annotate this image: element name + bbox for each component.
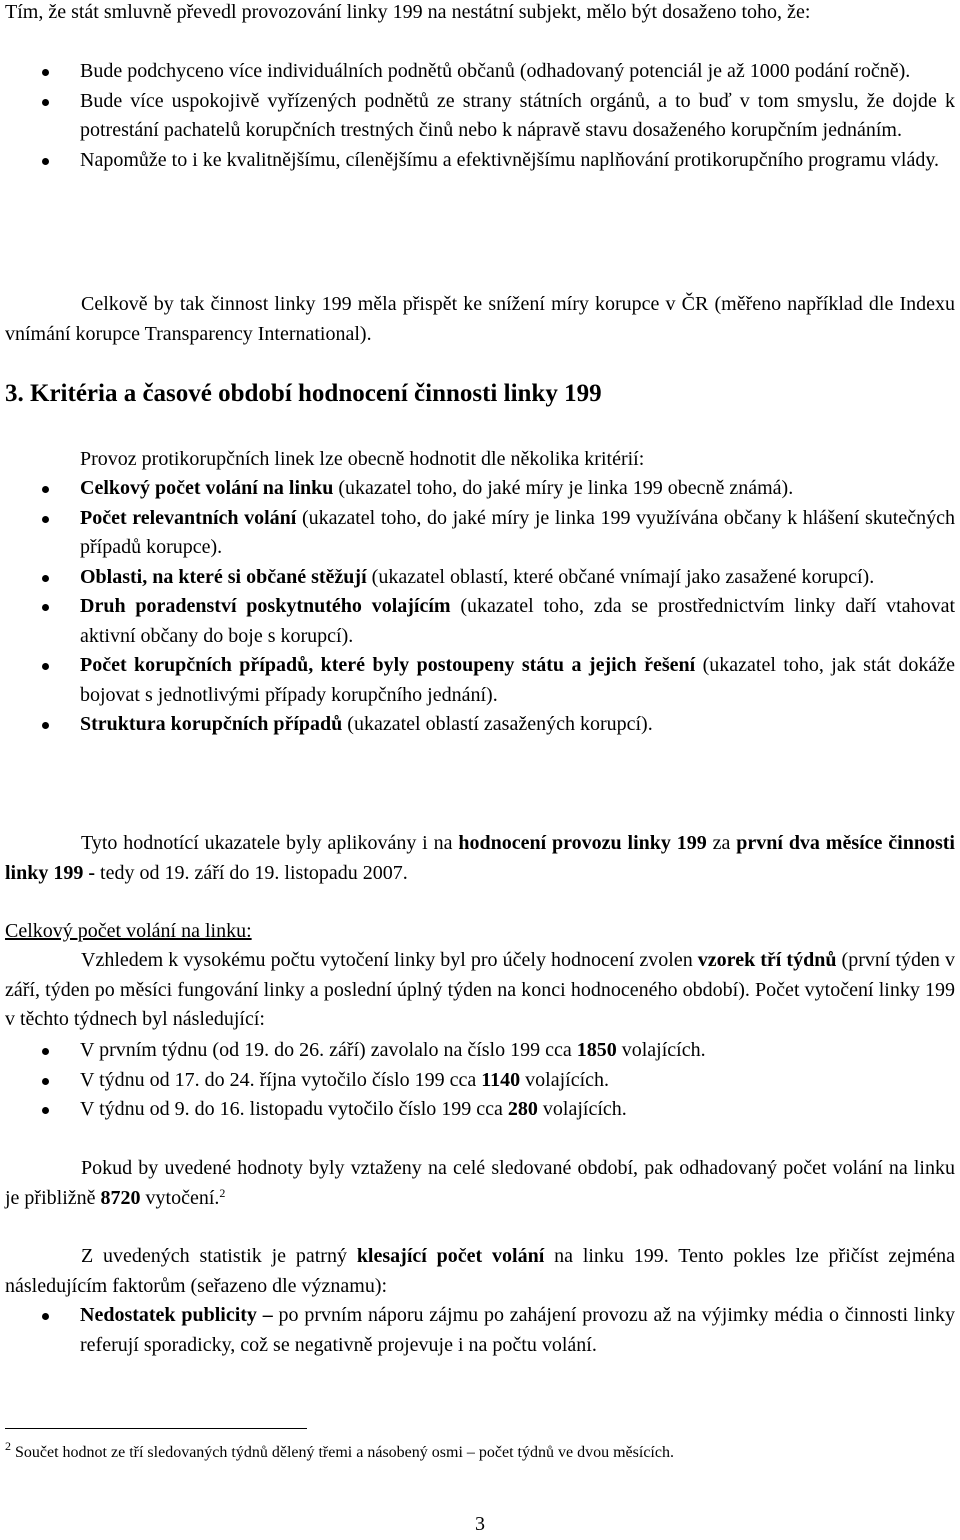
list-item xyxy=(5,1066,955,1096)
list-item: Napomůže to i ke kvalitnějšímu, cílenějšímu a efektivnějšímu naplňování protikorupčního programu vlády. xyxy=(5,146,955,176)
text-run: volajících. xyxy=(616,1039,706,1061)
list-item: Bude více uspokojivě vyřízených podnětů ze strany státních orgánů, a to buď v tom smyslu, že dojde k potrestání pachatelů korupčních trestných činů nebo k nápravě stavu dosaženého korupčním jednáním. xyxy=(5,87,955,146)
call-count: 280 xyxy=(507,1098,538,1120)
footnote-text: Součet hodnot ze tří sledovaných týdnů dělený třemi a násobený osmi – počet týdnů ve dvou měsících. xyxy=(15,1444,674,1461)
criterion-name: Počet korupčních případů, které byly postoupeny státu a jejich řešení xyxy=(80,654,696,676)
weeks-list xyxy=(5,1036,955,1125)
criterion-description: (ukazatel oblastí, které občané vnímají jako zasažené korupcí). xyxy=(366,565,875,588)
list-item xyxy=(5,1095,955,1125)
criterion-description: (ukazatel toho, do jaké míry je linka 199 obecně známá). xyxy=(333,477,794,499)
text-run: vytočení. xyxy=(140,1186,220,1209)
criterion-name: Struktura korupčních případů xyxy=(80,713,343,735)
text-run: (první týden v září, týden po měsíci fungování linky a poslední úplný týden na konci hodnoceného období). Počet vytočení linky 199 v těchto týdnech byl následující: xyxy=(5,949,956,1030)
list-item xyxy=(5,651,955,710)
total-estimate: 8720 xyxy=(100,1186,141,1209)
decline-list xyxy=(5,1301,955,1360)
text-run: Z uvedených statistik je patrný xyxy=(81,1245,357,1267)
calls-paragraph xyxy=(5,946,955,1035)
list-item xyxy=(5,592,955,651)
heading-text: Celkový počet volání na linku: xyxy=(5,920,252,942)
text-run: na linku 199. Tento pokles lze přičíst zejména následujícím faktorům (seřazeno dle významu): xyxy=(5,1245,956,1297)
criterion-name: Druh poradenství poskytnutého volajícím xyxy=(80,595,451,617)
list-item xyxy=(5,710,955,740)
text-run: Vzhledem k vysokému počtu vytočení linky byl pro účely hodnocení zvolen xyxy=(81,949,698,971)
factor-name: Nedostatek publicity – xyxy=(80,1304,273,1326)
intro-bullet-list xyxy=(5,57,955,175)
text-run: volajících. xyxy=(520,1068,610,1091)
decline-paragraph xyxy=(5,1242,955,1301)
list-item: Bude podchyceno více individuálních podnětů občanů (odhadovaný potenciál je až 1000 podání ročně). xyxy=(5,57,955,87)
criterion-name: Oblasti, na které si občané stěžují xyxy=(80,565,367,588)
text-run: V týdnu od 17. do 24. října vytočilo číslo 199 cca xyxy=(80,1068,482,1091)
calls-heading xyxy=(5,917,955,947)
summary-paragraph: Celkově by tak činnost linky 199 měla přispět ke snížení míry korupce v ČR (měřeno například dle Indexu vnímání korupce Transparency International). xyxy=(5,293,955,345)
list-item xyxy=(5,504,955,563)
criterion-name: Počet relevantních volání xyxy=(80,506,297,529)
list-item xyxy=(5,563,955,593)
text-run: Tyto hodnotící ukazatele byly aplikovány i na xyxy=(81,832,459,854)
call-count: 1140 xyxy=(481,1068,521,1091)
list-item xyxy=(5,1301,955,1360)
text-run: Pokud by uvedené hodnoty byly vztaženy na celé sledované období, pak odhadovaný počet volání na linku je přibližně xyxy=(5,1157,955,1209)
call-count: 1850 xyxy=(576,1039,617,1061)
text-run: V prvním týdnu (od 19. do 26. září) zavolalo na číslo 199 cca xyxy=(80,1039,577,1061)
criteria-list xyxy=(5,474,955,740)
intro-line: Tím, že stát smluvně převedl provozování linky 199 na nestátní subjekt, mělo být dosaženo toho, že: xyxy=(5,1,811,23)
bold-run: vzorek tří týdnů xyxy=(697,949,837,971)
footnote-ref[interactable]: 2 xyxy=(219,1185,226,1200)
section-heading: 3. Kritéria a časové období hodnocení činnosti linky 199 xyxy=(5,380,602,407)
footnote-number: 2 xyxy=(5,1439,11,1453)
list-item xyxy=(5,474,955,504)
criterion-description: (ukazatel toho, do jaké míry je linka 199 využívána občany k hlášení skutečných případů korupce). xyxy=(80,506,955,558)
bold-run: první dva měsíce činnosti linky 199 - xyxy=(5,832,955,884)
page-number: 3 xyxy=(475,1513,485,1535)
footnote-separator xyxy=(5,1428,307,1429)
bold-run: hodnocení provozu linky 199 xyxy=(458,832,707,854)
total-paragraph xyxy=(5,1154,955,1213)
bold-run: klesající počet volání xyxy=(356,1245,545,1267)
criterion-description: (ukazatel toho, jak stát dokáže bojovat s jednotlivými případy korupčního jednání). xyxy=(80,654,955,706)
text-run: tedy od 19. září do 19. listopadu 2007. xyxy=(95,861,408,884)
factor-description: po prvním náporu zájmu po zahájení provozu až na výjimky média o činnosti linky referují sporadicky, což se negativně projevuje i na počtu volání. xyxy=(80,1304,956,1356)
criterion-name: Celkový počet volání na linku xyxy=(80,477,334,499)
text-run: za xyxy=(706,832,737,854)
applied-paragraph xyxy=(5,829,955,888)
footnote xyxy=(5,1439,674,1464)
list-item xyxy=(5,1036,955,1066)
text-run: volajících. xyxy=(537,1098,627,1120)
criterion-description: (ukazatel oblastí zasažených korupcí). xyxy=(342,713,653,735)
criterion-description: (ukazatel toho, zda se prostřednictvím linky daří vtahovat aktivní občany do boje s korupcí). xyxy=(80,595,955,647)
criteria-intro: Provoz protikorupčních linek lze obecně hodnotit dle několika kritérií: xyxy=(80,448,645,470)
text-run: V týdnu od 9. do 16. listopadu vytočilo číslo 199 cca xyxy=(80,1098,508,1120)
